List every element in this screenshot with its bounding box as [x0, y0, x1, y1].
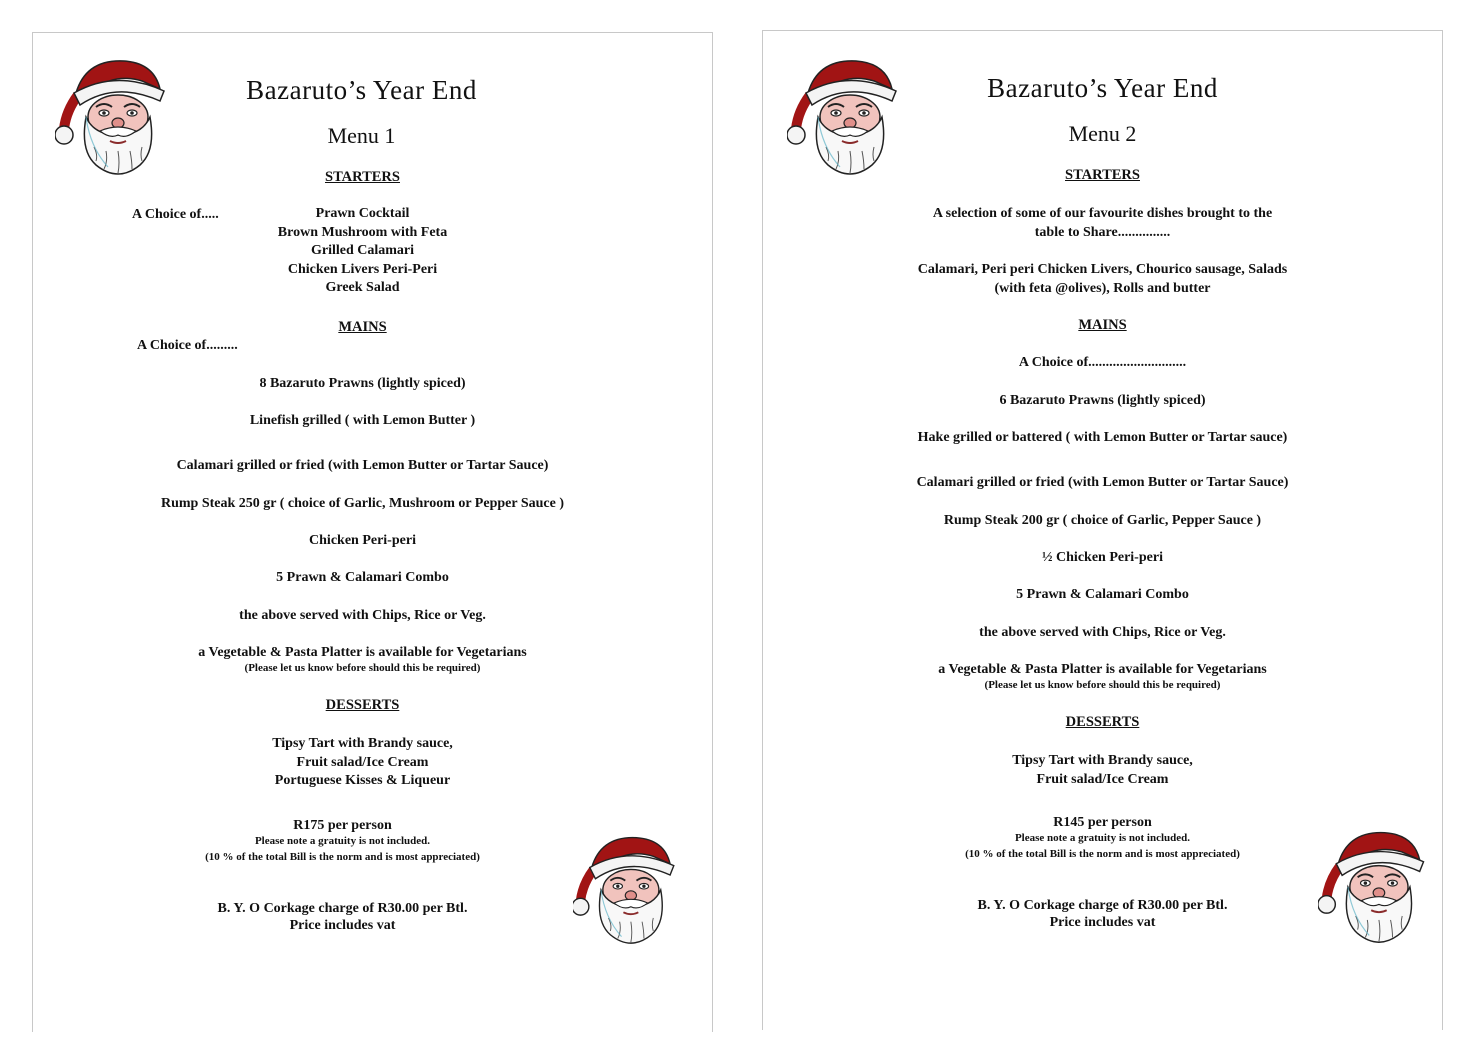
santa-illustration [1318, 823, 1436, 949]
main-item: ½ Chicken Peri-peri [1042, 550, 1163, 565]
starters-list [13, 205, 712, 298]
dessert-item: Portuguese Kisses & Liqueur [274, 773, 451, 788]
starters-intro: A Choice of..... [132, 207, 219, 222]
vegetarian-note: a Vegetable & Pasta Platter is available for Vegetarians [938, 662, 1267, 677]
price: R145 per person [1053, 815, 1152, 830]
mains-intro: A Choice of............................ [1018, 355, 1187, 370]
starter-item: Grilled Calamari [310, 243, 415, 258]
santa-illustration [787, 51, 909, 181]
vegetarian-small-note: (Please let us know before should this be required) [984, 679, 1221, 691]
dessert-item: Tipsy Tart with Brandy sauce, [1012, 753, 1193, 768]
vat-note: Price includes vat [1049, 915, 1156, 930]
main-item: Calamari grilled or fried (with Lemon Butter or Tartar Sauce) [176, 458, 549, 473]
gratuity-note: Please note a gratuity is not included. [254, 835, 431, 847]
main-item: Linefish grilled ( with Lemon Butter ) [249, 413, 476, 428]
menu-page-1 [32, 32, 713, 1032]
menu-subtitle: Menu 1 [327, 123, 396, 148]
dessert-item: Tipsy Tart with Brandy sauce, [272, 736, 453, 751]
menu-page-2 [762, 30, 1443, 1030]
starters-heading: STARTERS [325, 169, 400, 185]
main-item: Rump Steak 250 gr ( choice of Garlic, Mushroom or Pepper Sauce ) [161, 496, 564, 511]
main-item: Rump Steak 200 gr ( choice of Garlic, Pepper Sauce ) [943, 513, 1262, 528]
desserts-heading: DESSERTS [325, 697, 400, 713]
starters-description [763, 205, 1442, 242]
main-item: Hake grilled or battered ( with Lemon Butter or Tartar sauce) [917, 430, 1288, 445]
main-item: 5 Prawn & Calamari Combo [276, 570, 449, 585]
desserts-list [763, 752, 1442, 789]
desserts-heading: DESSERTS [1065, 714, 1140, 730]
mains-heading: MAINS [1078, 317, 1127, 333]
gratuity-norm-note: (10 % of the total Bill is the norm and is most appreciated) [205, 851, 480, 863]
corkage-note: B. Y. O Corkage charge of R30.00 per Btl. [217, 901, 468, 916]
starters-dishes [763, 261, 1442, 298]
gratuity-norm-note: (10 % of the total Bill is the norm and is most appreciated) [965, 848, 1240, 860]
served-note: the above served with Chips, Rice or Veg. [979, 625, 1226, 640]
starters-heading: STARTERS [1065, 167, 1140, 183]
starter-line: (with feta @olives), Rolls and butter [994, 280, 1211, 296]
starter-item: Prawn Cocktail [315, 206, 410, 221]
menu-subtitle: Menu 2 [1068, 121, 1137, 146]
mains-intro: A Choice of......... [137, 338, 238, 353]
starter-item: Brown Mushroom with Feta [277, 224, 448, 240]
menu-title: Bazaruto’s Year End [246, 75, 477, 105]
served-note: the above served with Chips, Rice or Veg. [239, 608, 486, 623]
starter-line: Calamari, Peri peri Chicken Livers, Chourico sausage, Salads [917, 262, 1288, 277]
mains-heading: MAINS [338, 319, 387, 335]
menu-title: Bazaruto’s Year End [987, 73, 1218, 103]
vegetarian-note: a Vegetable & Pasta Platter is available for Vegetarians [198, 645, 527, 660]
desserts-list [13, 735, 712, 791]
starter-line: A selection of some of our favourite dishes brought to the [932, 206, 1273, 221]
starter-item: Greek Salad [325, 280, 400, 295]
vegetarian-small-note: (Please let us know before should this be required) [244, 662, 481, 674]
vat-note: Price includes vat [289, 918, 396, 933]
dessert-item: Fruit salad/Ice Cream [1036, 771, 1169, 787]
main-item: 8 Bazaruto Prawns (lightly spiced) [259, 376, 466, 391]
main-item: 5 Prawn & Calamari Combo [1016, 587, 1189, 602]
price: R175 per person [293, 818, 392, 833]
main-item: Chicken Peri-peri [309, 533, 416, 548]
santa-illustration [55, 51, 177, 181]
starter-item: Chicken Livers Peri-Peri [287, 261, 438, 277]
main-item: Calamari grilled or fried (with Lemon Butter or Tartar Sauce) [916, 475, 1289, 490]
corkage-note: B. Y. O Corkage charge of R30.00 per Btl. [977, 898, 1228, 913]
starter-line: table to Share............... [1034, 224, 1171, 240]
santa-illustration [573, 827, 685, 951]
gratuity-note: Please note a gratuity is not included. [1014, 832, 1191, 844]
main-item: 6 Bazaruto Prawns (lightly spiced) [999, 393, 1206, 408]
dessert-item: Fruit salad/Ice Cream [296, 754, 429, 770]
